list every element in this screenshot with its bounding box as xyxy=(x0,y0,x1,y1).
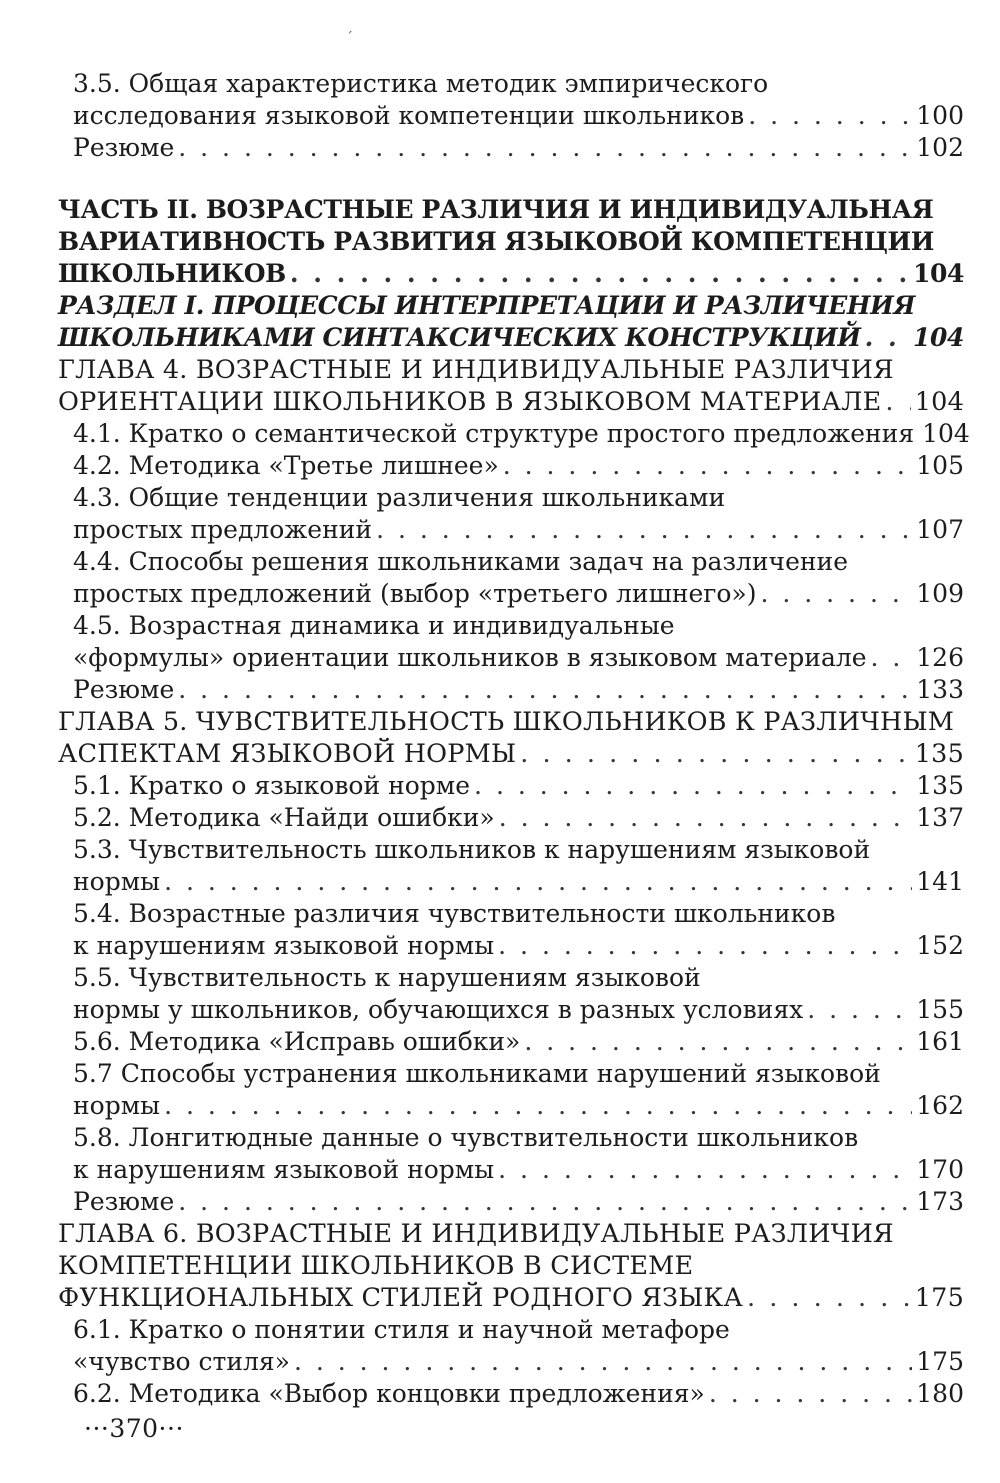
dot-leader xyxy=(760,578,912,610)
toc-page-number: 126 xyxy=(916,643,964,672)
toc-entry-line xyxy=(0,994,1000,1026)
toc-entry-line xyxy=(0,354,1000,386)
toc-entry-line xyxy=(0,1314,1000,1346)
toc-entry-title: 5.1. Кратко о языковой норме xyxy=(73,771,471,800)
toc-entry-line xyxy=(0,738,1000,770)
toc-entry[interactable] xyxy=(0,962,1000,1026)
toc-entry[interactable] xyxy=(0,1058,1000,1122)
toc-entry-title: ВАРИАТИВНОСТЬ РАЗВИТИЯ ЯЗЫКОВОЙ КОМПЕТЕНЦИИ xyxy=(58,227,934,256)
dot-leader xyxy=(748,100,912,132)
section-gap xyxy=(0,164,1000,194)
toc-entry[interactable] xyxy=(0,290,1000,354)
toc-entry[interactable] xyxy=(0,354,1000,418)
toc-entry-line xyxy=(0,674,1000,706)
toc-entry-line xyxy=(0,770,1000,802)
dot-leader xyxy=(499,802,913,834)
toc-entry-title: «формулы» ориентации школьников в языковом материале xyxy=(73,643,867,672)
toc-entry-title: ГЛАВА 6. ВОЗРАСТНЫЕ И ИНДИВИДУАЛЬНЫЕ РАЗЛИЧИЯ xyxy=(58,1219,894,1249)
dot-leader xyxy=(807,994,912,1026)
toc-entry[interactable] xyxy=(0,418,1000,450)
toc-page-number: 104 xyxy=(913,323,964,352)
toc-entry-line xyxy=(0,100,1000,132)
toc-entry-line xyxy=(0,1346,1000,1378)
toc-entry-line xyxy=(0,546,1000,578)
toc-page-number: 104 xyxy=(913,259,964,288)
toc-page-number: 141 xyxy=(916,867,964,896)
toc-entry[interactable] xyxy=(0,898,1000,962)
toc-entry[interactable] xyxy=(0,834,1000,898)
toc-entry-title: 3.5. Общая характеристика методик эмпирического xyxy=(73,69,769,98)
table-of-contents xyxy=(0,68,1000,1410)
toc-entry-title: 4.1. Кратко о семантической структуре простого предложения xyxy=(73,419,915,448)
toc-entry-title: ФУНКЦИОНАЛЬНЫХ СТИЛЕЙ РОДНОГО ЯЗЫКА xyxy=(58,1283,743,1313)
toc-entry[interactable] xyxy=(0,770,1000,802)
dot-leader xyxy=(498,930,912,962)
toc-entry-title: 5.5. Чувствительность к нарушениям языковой xyxy=(73,963,701,992)
toc-page-number: 161 xyxy=(916,1027,964,1056)
toc-page-number: 107 xyxy=(916,515,964,544)
toc-entry-title: Резюме xyxy=(73,1187,175,1216)
toc-entry-line xyxy=(0,834,1000,866)
toc-entry-title: простых предложений xyxy=(73,515,373,544)
toc-entry-title: «чувство стиля» xyxy=(73,1347,290,1376)
dot-leader xyxy=(871,642,913,674)
toc-entry-line xyxy=(0,386,1000,418)
toc-entry[interactable] xyxy=(0,450,1000,482)
toc-entry-title: 6.1. Кратко о понятии стиля и научной метафоре xyxy=(73,1315,730,1344)
toc-entry[interactable] xyxy=(0,610,1000,674)
toc-entry[interactable] xyxy=(0,482,1000,546)
toc-entry-line xyxy=(0,132,1000,164)
toc-page-number: 133 xyxy=(916,675,964,704)
toc-entry-line xyxy=(0,1122,1000,1154)
toc-entry[interactable] xyxy=(0,674,1000,706)
toc-entry[interactable] xyxy=(0,1378,1000,1410)
toc-entry-title: РАЗДЕЛ I. ПРОЦЕССЫ ИНТЕРПРЕТАЦИИ И РАЗЛИЧЕНИЯ xyxy=(58,291,915,320)
toc-page-number: 155 xyxy=(916,995,964,1024)
toc-entry-line xyxy=(0,1026,1000,1058)
toc-page-number: 162 xyxy=(916,1091,964,1120)
toc-entry-line xyxy=(0,1378,1000,1410)
toc-entry-line xyxy=(0,1282,1000,1314)
toc-entry-line xyxy=(0,290,1000,322)
toc-page-number: 180 xyxy=(916,1379,964,1408)
toc-entry-title: исследования языковой компетенции школьников xyxy=(73,101,745,130)
toc-entry-line xyxy=(0,68,1000,100)
toc-entry-line xyxy=(0,258,1000,290)
dot-leader xyxy=(178,674,912,706)
toc-entry-title: 4.3. Общие тенденции различения школьниками xyxy=(73,483,726,512)
toc-entry-line xyxy=(0,706,1000,738)
toc-entry[interactable] xyxy=(0,802,1000,834)
toc-page-number: 109 xyxy=(916,579,964,608)
toc-entry[interactable] xyxy=(0,706,1000,770)
toc-entry-line xyxy=(0,1058,1000,1090)
toc-entry[interactable] xyxy=(0,546,1000,610)
toc-entry-line xyxy=(0,1154,1000,1186)
toc-entry-title: ГЛАВА 5. ЧУВСТВИТЕЛЬНОСТЬ ШКОЛЬНИКОВ К РАЗЛИЧНЫМ xyxy=(58,707,955,737)
toc-entry-title: к нарушениям языковой нормы xyxy=(73,931,495,960)
toc-entry-title: 5.2. Методика «Найди ошибки» xyxy=(73,803,495,832)
toc-entry[interactable] xyxy=(0,1186,1000,1218)
toc-entry-title: к нарушениям языковой нормы xyxy=(73,1155,495,1184)
toc-entry-title: простых предложений (выбор «третьего лишнего») xyxy=(73,579,757,608)
toc-entry-line xyxy=(0,226,1000,258)
toc-page-number: 135 xyxy=(914,739,964,769)
toc-entry-title: нормы xyxy=(73,1091,161,1120)
toc-entry-title: 5.8. Лонгитюдные данные о чувствительности школьников xyxy=(73,1123,859,1152)
toc-entry-title: 5.3. Чувствительность школьников к нарушениям языковой xyxy=(73,835,871,864)
dot-leader xyxy=(294,1346,912,1378)
toc-entry-line xyxy=(0,866,1000,898)
toc-entry[interactable] xyxy=(0,132,1000,164)
dot-leader xyxy=(865,322,909,354)
page-number: ···370··· xyxy=(84,1414,184,1443)
dot-leader xyxy=(164,866,912,898)
dot-leader xyxy=(747,1282,911,1314)
toc-page-number: 152 xyxy=(916,931,964,960)
toc-page-number: 104 xyxy=(914,387,964,417)
toc-page-number: 102 xyxy=(916,133,964,162)
toc-entry[interactable] xyxy=(0,1314,1000,1378)
toc-page-number: 173 xyxy=(916,1187,964,1216)
toc-entry-title: Резюме xyxy=(73,133,175,162)
toc-page-number: 100 xyxy=(916,101,964,130)
toc-entry-title: нормы у школьников, обучающихся в разных условиях xyxy=(73,995,804,1024)
toc-entry-line xyxy=(0,418,1000,450)
toc-entry-title: 5.6. Методика «Исправь ошибки» xyxy=(73,1027,521,1056)
toc-entry-title: 6.2. Методика «Выбор концовки предложения» xyxy=(73,1379,705,1408)
toc-entry[interactable] xyxy=(0,68,1000,132)
toc-page-number: 104 xyxy=(922,419,970,448)
toc-entry-title: 4.2. Методика «Третье лишнее» xyxy=(73,451,499,480)
toc-entry-line xyxy=(0,514,1000,546)
dot-leader xyxy=(885,386,910,418)
dot-leader xyxy=(178,1186,912,1218)
dot-leader xyxy=(498,1154,912,1186)
toc-entry-line xyxy=(0,1090,1000,1122)
toc-entry-line xyxy=(0,578,1000,610)
dot-leader xyxy=(709,1378,912,1410)
dot-leader xyxy=(503,450,913,482)
toc-entry-title: 4.4. Способы решения школьниками задач на различение xyxy=(73,547,848,576)
toc-page-number: 175 xyxy=(916,1347,964,1376)
toc-entry-title: КОМПЕТЕНЦИИ ШКОЛЬНИКОВ В СИСТЕМЕ xyxy=(58,1251,694,1281)
dot-leader xyxy=(178,132,912,164)
toc-entry-title: ГЛАВА 4. ВОЗРАСТНЫЕ И ИНДИВИДУАЛЬНЫЕ РАЗЛИЧИЯ xyxy=(58,355,894,385)
toc-entry-title: 4.5. Возрастная динамика и индивидуальные xyxy=(73,611,675,640)
toc-page-number: 170 xyxy=(916,1155,964,1184)
toc-entry-title: нормы xyxy=(73,867,161,896)
toc-entry-line xyxy=(0,482,1000,514)
toc-entry-title: Резюме xyxy=(73,675,175,704)
toc-entry[interactable] xyxy=(0,1218,1000,1314)
dot-leader xyxy=(520,738,910,770)
toc-entry-line xyxy=(0,1186,1000,1218)
dot-leader xyxy=(290,258,909,290)
toc-entry-title: ШКОЛЬНИКОВ xyxy=(58,259,286,288)
dot-leader xyxy=(524,1026,912,1058)
toc-entry-line xyxy=(0,1250,1000,1282)
toc-entry-line xyxy=(0,610,1000,642)
toc-entry-line xyxy=(0,642,1000,674)
toc-page-number: 105 xyxy=(916,451,964,480)
toc-entry-line xyxy=(0,450,1000,482)
toc-entry-line xyxy=(0,930,1000,962)
toc-page-number: 135 xyxy=(916,771,964,800)
toc-entry-title: ОРИЕНТАЦИИ ШКОЛЬНИКОВ В ЯЗЫКОВОМ МАТЕРИАЛЕ xyxy=(58,387,882,417)
toc-entry-line xyxy=(0,962,1000,994)
toc-entry[interactable] xyxy=(0,1026,1000,1058)
toc-entry-line xyxy=(0,1218,1000,1250)
stray-mark: ˊ xyxy=(346,30,353,46)
toc-entry-line xyxy=(0,802,1000,834)
toc-entry-title: ЧАСТЬ II. ВОЗРАСТНЫЕ РАЗЛИЧИЯ И ИНДИВИДУАЛЬНАЯ xyxy=(58,195,934,224)
toc-entry-title: 5.7 Способы устранения школьниками нарушений языковой xyxy=(73,1059,881,1088)
toc-entry[interactable] xyxy=(0,194,1000,290)
toc-entry-line xyxy=(0,322,1000,354)
toc-entry-title: 5.4. Возрастные различия чувствительности школьников xyxy=(73,899,836,928)
dot-leader xyxy=(474,770,912,802)
toc-entry-line xyxy=(0,194,1000,226)
toc-page-number: 137 xyxy=(916,803,964,832)
toc-entry-line xyxy=(0,898,1000,930)
toc-entry-title: ШКОЛЬНИКАМИ СИНТАКСИЧЕСКИХ КОНСТРУКЦИЙ xyxy=(58,323,861,352)
toc-entry[interactable] xyxy=(0,1122,1000,1186)
dot-leader xyxy=(164,1090,912,1122)
toc-page-number: 175 xyxy=(914,1283,964,1313)
dot-leader xyxy=(376,514,912,546)
toc-entry-title: АСПЕКТАМ ЯЗЫКОВОЙ НОРМЫ xyxy=(58,739,517,769)
